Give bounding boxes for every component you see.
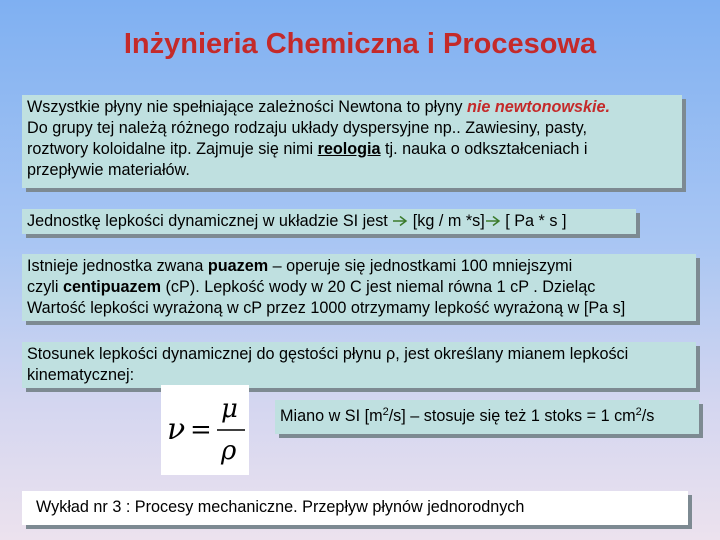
stokes-sup2: 2	[635, 406, 642, 418]
kinematic-viscosity-formula	[161, 385, 249, 475]
lecture-footer: Wykład nr 3 : Procesy mechaniczne. Przepływ płynów jednorodnych	[22, 491, 688, 525]
arrow-right-icon	[392, 215, 408, 227]
stokes-text-b: /s] – stosuje się też 1 stoks = 1 cm	[388, 407, 636, 425]
rheology-term: reologia	[317, 140, 381, 158]
box1-line4: przepływie materiałów.	[27, 161, 190, 179]
stokes-box	[275, 400, 699, 434]
box3-line2-text-a: czyli	[27, 278, 63, 296]
box1-line3-text-a: roztwory koloidalne itp. Zajmuje się nimi	[27, 140, 318, 158]
arrow-right-icon	[485, 215, 501, 227]
box3-line2	[27, 277, 691, 298]
formula-mu: μ	[221, 394, 238, 424]
stokes-text-c: /s	[641, 407, 655, 425]
poise-term: puazem	[207, 257, 269, 275]
box3-line1-text-a: Istnieje jednostka zwana	[27, 257, 208, 275]
kinematic-viscosity-box	[22, 342, 696, 388]
si-unit-kg: [kg / m *s]	[408, 212, 485, 230]
box1-line1	[27, 97, 677, 118]
si-unit-pas: [ Pa * s ]	[500, 212, 567, 230]
formula-equals: =	[190, 415, 212, 445]
formula-rho: ρ	[221, 436, 237, 466]
box4-line1: Stosunek lepkości dynamicznej do gęstości płynu ρ, jest określany mianem lepkości	[27, 345, 629, 363]
centipoise-term: centipuazem	[62, 278, 162, 296]
box3-line3: Wartość lepkości wyrażoną w cP przez 1000 otrzymamy lepkość wyrażoną w [Pa s]	[27, 299, 626, 317]
non-newtonian-box	[22, 95, 682, 188]
si-unit-text: Jednostkę lepkości dynamicznej w układzie SI jest	[27, 212, 393, 230]
formula-graphic	[161, 385, 249, 475]
poise-box	[22, 254, 696, 321]
stokes-text-a: Miano w SI [m	[280, 407, 383, 425]
box3-line2-text-b: (cP). Lepkość wody w 20 C jest niemal równa 1 cP . Dzieląc	[161, 278, 596, 296]
box4-line2: kinematycznej:	[27, 366, 135, 384]
box3-line1	[27, 256, 691, 277]
formula-nu: ν	[167, 412, 186, 447]
box3-line1-text-b: – operuje się jednostkami 100 mniejszymi	[268, 257, 573, 275]
box1-line1-text: Wszystkie płyny nie spełniające zależności Newtona to płyny	[27, 98, 467, 116]
slide-title: Inżynieria Chemiczna i Procesowa	[123, 28, 597, 60]
box1-line2: Do grupy tej należą różnego rodzaju układy dyspersyjne np.. Zawiesiny, pasty,	[27, 119, 587, 137]
stokes-sup1: 2	[382, 406, 389, 418]
si-unit-box	[22, 209, 636, 234]
box1-line3-text-b: tj. nauka o odkształceniach i	[380, 140, 588, 158]
non-newtonian-term: nie newtonowskie.	[466, 98, 610, 116]
box1-line3	[27, 139, 677, 160]
